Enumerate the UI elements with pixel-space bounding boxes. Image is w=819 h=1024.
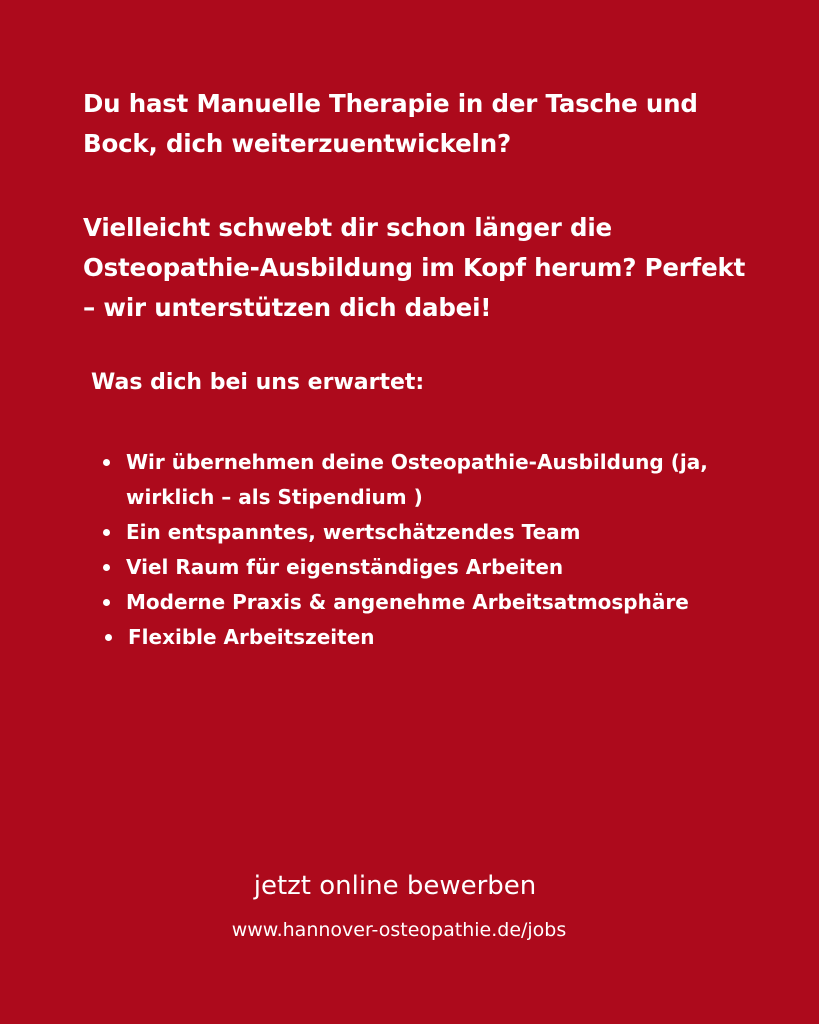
list-item-text: Wir übernehmen deine Osteopathie-Ausbildung (ja, wirklich – als Stipendium ) (126, 450, 708, 509)
bullet-icon (103, 459, 110, 466)
list-item (100, 515, 740, 550)
list-item-text: Viel Raum für eigenständiges Arbeiten (126, 555, 564, 579)
list-item (102, 620, 740, 655)
intro-paragraph-1: Du hast Manuelle Therapie in der Tasche und Bock, dich weiterzuentwickeln? (83, 89, 698, 158)
list-item-text: Flexible Arbeitszeiten (128, 625, 375, 649)
bullet-icon (105, 634, 112, 641)
intro-paragraph-2: Vielleicht schwebt dir schon länger die Osteopathie-Ausbildung im Kopf herum? Perfekt – wir unterstützen dich dabei! (83, 213, 746, 322)
intro-text (83, 84, 763, 328)
bullet-icon (103, 599, 110, 606)
apply-call-to-action: jetzt online bewerben (253, 871, 537, 901)
list-item (100, 445, 740, 515)
bullet-icon (103, 564, 110, 571)
bullet-icon (103, 529, 110, 536)
list-item (100, 585, 740, 620)
jobs-url: www.hannover-osteopathie.de/jobs (231, 919, 567, 941)
section-heading: Was dich bei uns erwartet: (91, 370, 425, 395)
list-item-text: Ein entspanntes, wertschätzendes Team (126, 520, 581, 544)
list-item (100, 550, 740, 585)
list-item-text: Moderne Praxis & angenehme Arbeitsatmosphäre (126, 590, 689, 614)
benefits-list (100, 445, 740, 655)
